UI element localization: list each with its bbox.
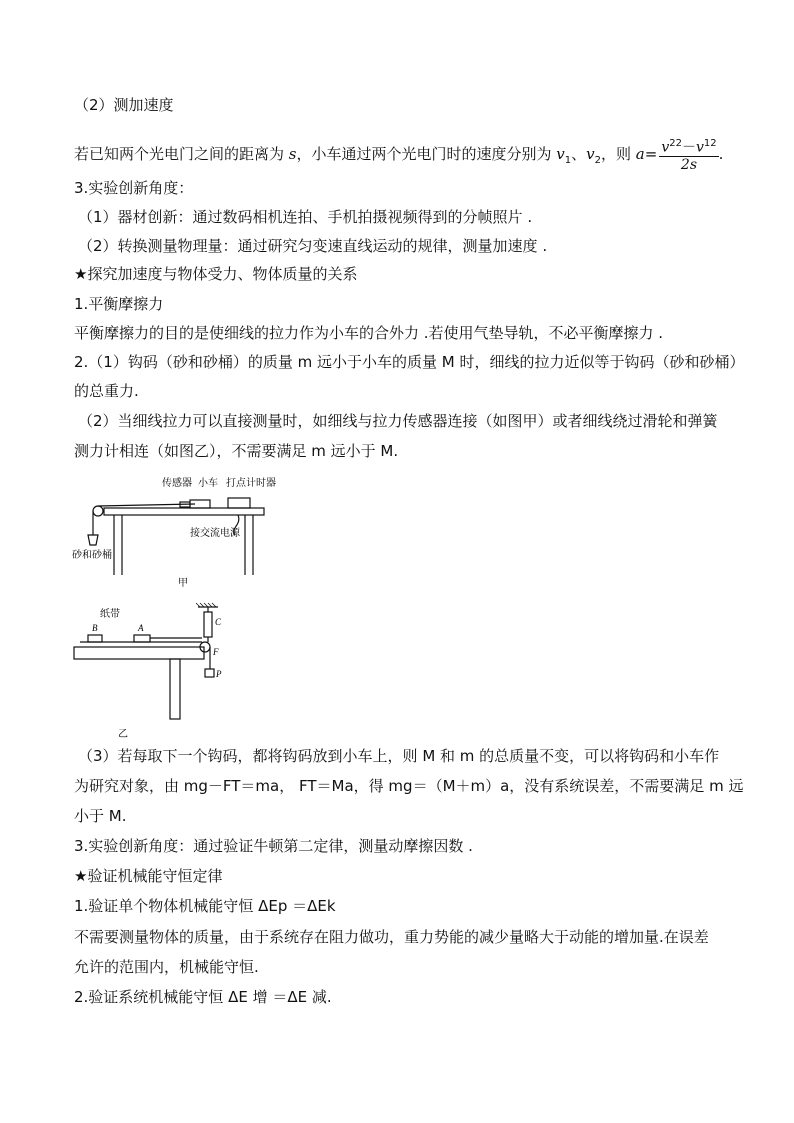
single-object-explanation-cont: 允许的范围内，机械能守恒. [74,958,259,976]
label-F: F [213,647,219,657]
label-A: A [138,623,144,633]
single-object-energy: 1.验证单个物体机械能守恒 ΔEp ＝ΔEk [74,897,336,915]
step3-text-end: 小于 M. [74,807,127,825]
system-energy: 2.验证系统机械能守恒 ΔE 增 ＝ΔE 减. [74,988,332,1006]
single-object-explanation: 不需要测量物体的质量，由于系统存在阻力做功，重力势能的减少量略大于动能的增加量.在误差 [74,928,709,946]
label-timer: 打点计时器 [226,478,276,489]
mass-condition-text: 2.（1）钩码（砂和砂桶）的质量 m 远小于小车的质量 M 时，细线的拉力近似等于钩码（砂和砂桶） [74,353,745,371]
dot-timer [228,498,250,508]
pulley [93,506,103,516]
equipment-innovation: （1）器材创新：通过数码相机连拍、手机拍摄视频得到的分帧照片 . [78,208,533,226]
section-heading-measure-acceleration: （2）测加速度 [74,96,174,114]
innovation-friction: 3.实验创新角度：通过验证牛顿第二定律，测量动摩擦因数 . [74,837,473,855]
table-top [74,647,204,659]
direct-measure-text-cont: 测力计相连（如图乙），不需要满足 m 远小于 M. [74,442,399,460]
label-B: B [92,623,98,633]
sand-bucket [88,535,98,545]
hook-mass-P [205,669,214,677]
block-A [134,635,150,642]
section-heading-newton-second-law: ★探究加速度与物体受力、物体质量的关系 [74,265,358,283]
mass-condition-text-cont: 的总重力. [74,382,139,400]
block-B [88,635,102,642]
figure-yi-caption: 乙 [118,729,128,740]
formula-line-acceleration: 若已知两个光电门之间的距离为 s，小车通过两个光电门时的速度分别为 $v_1$、$v_2$，则 a= $\frac{v^{22}-v^{12}}{2s}$ . [74,138,724,173]
figure-yi-apparatus [70,597,240,742]
figure-jia-caption: 甲 [178,578,188,589]
conversion-measurement: （2）转换测量物理量：通过研究匀变速直线运动的规律，测量加速度 . [78,237,548,255]
label-bucket: 砂和砂桶 [72,550,112,561]
step3-text-cont: 为研究对象，由 mg－FT＝ma， FT＝Ma，得 mg＝（M＋m）a，没有系统误差，不需要满足 m 远 [74,777,744,795]
label-C: C [215,617,222,627]
table-leg [170,659,180,719]
section-heading-energy-conservation: ★验证机械能守恒定律 [74,867,223,885]
label-power: 接交流电源 [190,528,240,539]
label-P: P [216,669,222,679]
step3-text: （3）若每取下一个钩码，都将钩码放到小车上，则 M 和 m 的总质量不变，可以将钩码和小车作 [78,747,720,765]
balance-friction-text: 平衡摩擦力的目的是使细线的拉力作为小车的合外力 .若使用气垫导轨，不必平衡摩擦力 . [74,324,664,342]
label-car: 小车 [198,478,218,489]
acceleration-fraction: $\frac{v^{22}-v^{12}}{2s}$ [661,138,717,173]
innovation-heading: 3.实验创新角度： [74,179,194,197]
figure-jia-apparatus [70,470,290,595]
spring-scale [204,612,212,637]
track-board [104,508,264,515]
balance-friction-heading: 1.平衡摩擦力 [74,295,164,313]
direct-measure-text: （2）当细线拉力可以直接测量时，如细线与拉力传感器连接（如图甲）或者细线绕过滑轮和弹簧 [78,412,718,430]
label-sensor: 传感器 [162,478,192,489]
label-tape: 纸带 [100,609,120,620]
